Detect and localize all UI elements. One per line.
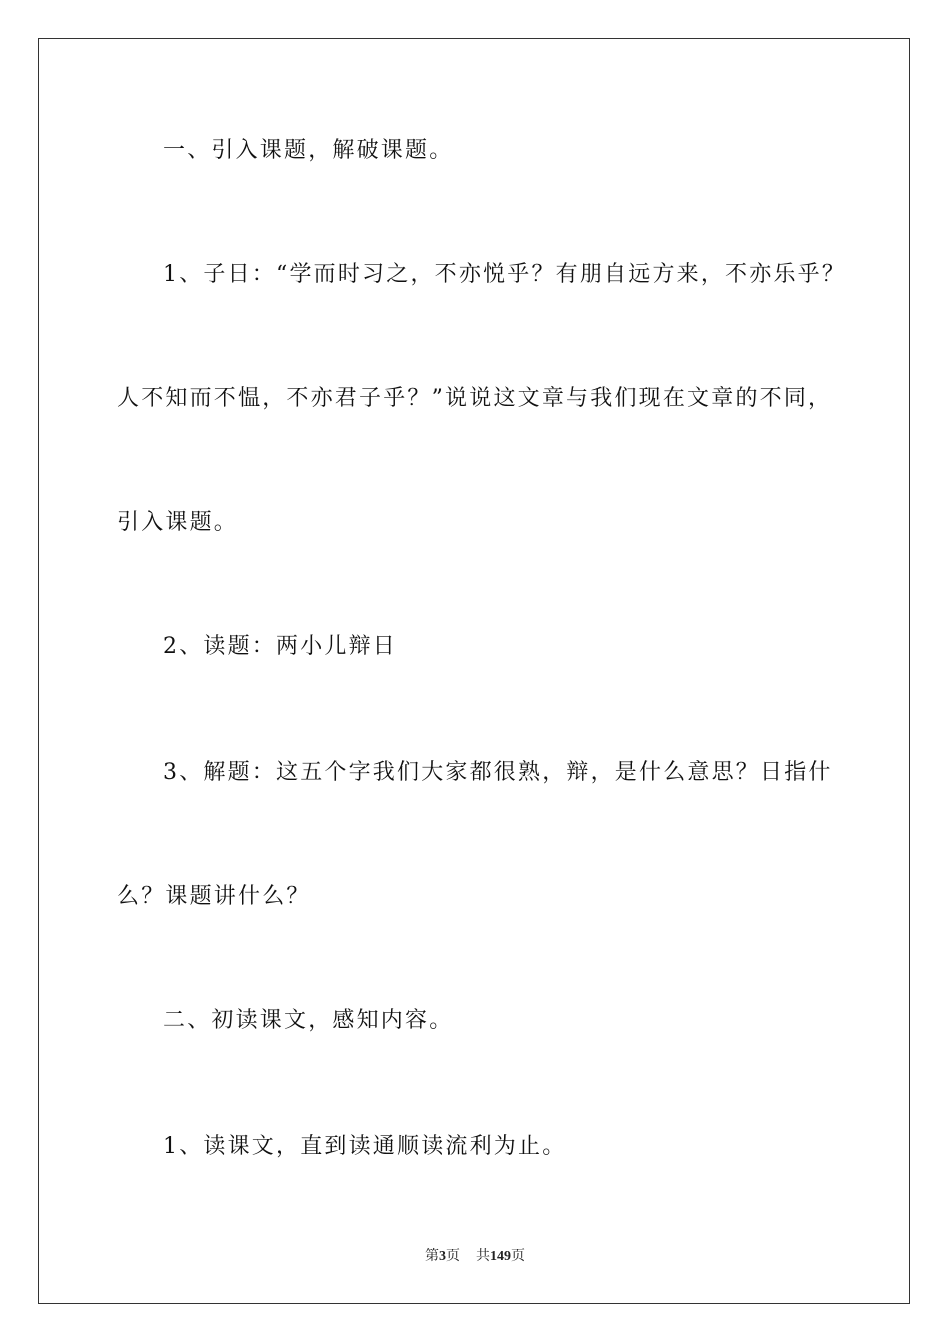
page-suffix: 页 (446, 1249, 460, 1264)
page-number: 3 (439, 1249, 446, 1264)
paragraph-line: 么？课题讲什么？ (117, 884, 311, 909)
paragraph-line: 2、读题：两小儿辩日 (163, 634, 397, 659)
paragraph-line: 人不知而不愠，不亦君子乎？”说说这文章与我们现在文章的不同， (117, 386, 833, 411)
paragraph-line: 3、解题：这五个字我们大家都很熟，辩，是什么意思？日指什 (163, 760, 833, 785)
total-pages: 149 (490, 1249, 511, 1264)
section-heading-1: 一、引入课题，解破课题。 (163, 138, 454, 163)
paragraph-line: 1、子日：“学而时习之，不亦悦乎？有朋自远方来，不亦乐乎？ (163, 262, 847, 287)
total-prefix: 共 (476, 1249, 490, 1264)
page-footer (0, 1247, 950, 1267)
section-heading-2: 二、初读课文，感知内容。 (163, 1008, 454, 1033)
total-suffix: 页 (511, 1249, 525, 1264)
page-border (38, 38, 910, 1304)
page-prefix: 第 (425, 1249, 439, 1264)
paragraph-line: 1、读课文，直到读通顺读流利为止。 (163, 1134, 567, 1159)
paragraph-line: 引入课题。 (117, 510, 239, 535)
